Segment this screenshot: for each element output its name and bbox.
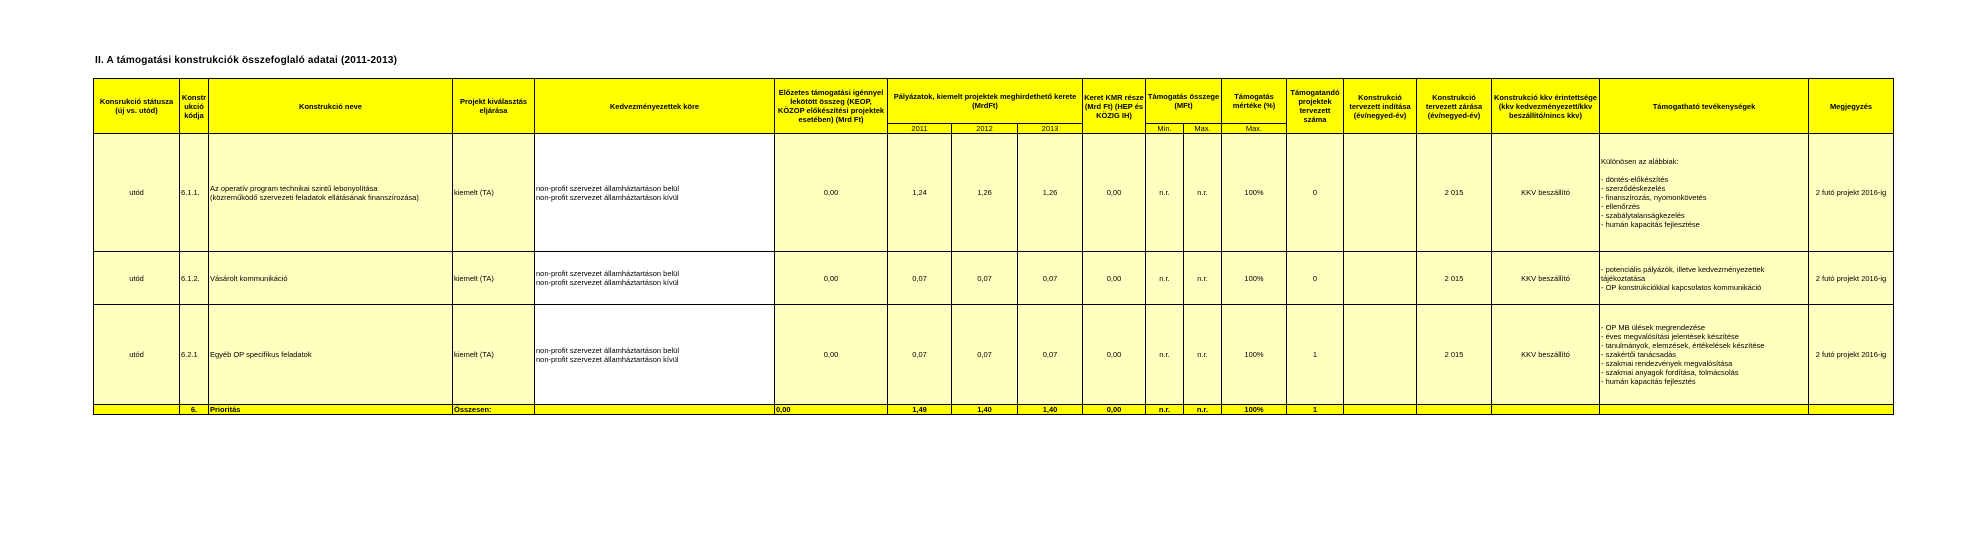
row-2-closing: 2 015 <box>1417 252 1492 305</box>
row-2-status: utód <box>94 252 180 305</box>
activity-item: - ellenőrzés <box>1601 201 1640 211</box>
row-3-prior: 0,00 <box>775 305 888 405</box>
header-kmr: Keret KMR része (Mrd Ft) (HEP és KÖZIG IH) <box>1083 79 1146 134</box>
page-title: II. A támogatási konstrukciók összefoglaló adatai (2011-2013) <box>95 55 398 66</box>
activity-item: - humán kapacitás fejlesztés <box>1601 377 1696 386</box>
activity-item: - szabálytalanságkezelés <box>1601 210 1685 220</box>
total-launch <box>1344 405 1417 415</box>
row-1-selection: kiemelt (TA) <box>453 134 535 252</box>
row-2-min: n.r. <box>1146 252 1184 305</box>
header-amount: Támogatás összege (MFt) <box>1146 79 1222 124</box>
row-2-planned: 0 <box>1287 252 1344 305</box>
construction-summary-table <box>93 78 1894 415</box>
total-planned: 1 <box>1287 405 1344 415</box>
row-1-beneficiaries <box>535 134 775 252</box>
row-2-2011: 0,07 <box>888 252 952 305</box>
row-2-2012: 0,07 <box>952 252 1018 305</box>
header-notes: Megjegyzés <box>1809 79 1894 134</box>
row-3-sme: KKV beszállító <box>1492 305 1600 405</box>
row-3-activities <box>1600 305 1809 405</box>
row-1-closing: 2 015 <box>1417 134 1492 252</box>
row-3-2012: 0,07 <box>952 305 1018 405</box>
header-year-2011: 2011 <box>888 124 952 134</box>
row-1-notes: 2 futó projekt 2016-ig <box>1809 134 1894 252</box>
activity-item: - humán kapacitás fejlesztése <box>1601 219 1700 229</box>
header-status: Konsrukció státusza (új vs. utód) <box>94 79 180 134</box>
row-3-closing: 2 015 <box>1417 305 1492 405</box>
row-3-name: Egyéb OP specifikus feladatok <box>209 305 453 405</box>
row-3-min: n.r. <box>1146 305 1184 405</box>
activity-item: - szakmai anyagok fordítása, tolmácsolás <box>1601 368 1739 377</box>
row-2-kmr: 0,00 <box>1083 252 1146 305</box>
row-1-code: 6.1.1. <box>180 134 209 252</box>
row-1-prior: 0,00 <box>775 134 888 252</box>
activity-item: - tanulmányok, elemzések, értékelések készítése <box>1601 341 1765 350</box>
header-calls: Pályázatok, kiemelt projektek meghirdethető kerete (MrdFt) <box>888 79 1083 124</box>
row-3-kmr: 0,00 <box>1083 305 1146 405</box>
row-3-beneficiary: non-profit szervezet államháztartáson belül <box>536 345 679 355</box>
header-launch: Konstrukció tervezett indítása (év/negyed-év) <box>1344 79 1417 134</box>
row-1-beneficiary: non-profit szervezet államháztartáson kívül <box>536 192 679 202</box>
row-1-activities <box>1600 134 1809 252</box>
row-1-sme: KKV beszállító <box>1492 134 1600 252</box>
total-notes <box>1809 405 1894 415</box>
header-year-2012: 2012 <box>952 124 1018 134</box>
total-activities <box>1600 405 1809 415</box>
row-1-beneficiary: non-profit szervezet államháztartáson belül <box>536 183 679 193</box>
row-1-2011: 1,24 <box>888 134 952 252</box>
row-3-code: 6.2.1 <box>180 305 209 405</box>
activity-item <box>1601 166 1807 175</box>
row-1-name-line: (közreműködő szervezeti feladatok ellátásának finanszírozása) <box>210 192 419 202</box>
row-3-launch <box>1344 305 1417 405</box>
header-selection: Projekt kiválasztás eljárása <box>453 79 535 134</box>
total-code: 6. <box>180 405 209 415</box>
row-1-kmr: 0,00 <box>1083 134 1146 252</box>
activity-item: tájékoztatása <box>1601 273 1646 283</box>
activity-item: - szakmai rendezvények megvalósítása <box>1601 359 1733 368</box>
total-kmr: 0,00 <box>1083 405 1146 415</box>
header-planned-projects: Támogatandó projektek tervezett száma <box>1287 79 1344 134</box>
total-2011: 1,49 <box>888 405 952 415</box>
row-2-beneficiaries <box>535 252 775 305</box>
activity-item: - szerződéskezelés <box>1601 183 1666 193</box>
row-1-max: n.r. <box>1184 134 1222 252</box>
total-priority: Prioritás <box>209 405 453 415</box>
row-2-activities <box>1600 252 1809 305</box>
row-1-rate: 100% <box>1222 134 1287 252</box>
activity-item: - szakértői tanácsadás <box>1601 350 1677 359</box>
row-2-rate: 100% <box>1222 252 1287 305</box>
activity-item: - éves megvalósítási jelentések készítése <box>1601 332 1739 341</box>
row-3-notes: 2 futó projekt 2016-ig <box>1809 305 1894 405</box>
row-1-planned: 0 <box>1287 134 1344 252</box>
row-2-name: Vásárolt kommunikáció <box>209 252 453 305</box>
header-rate-max: Max. <box>1222 124 1287 134</box>
row-2-max: n.r. <box>1184 252 1222 305</box>
row-3-max: n.r. <box>1184 305 1222 405</box>
total-rate: 100% <box>1222 405 1287 415</box>
total-closing <box>1417 405 1492 415</box>
header-code: Konstr ukció kódja <box>180 79 209 134</box>
row-3-selection: kiemelt (TA) <box>453 305 535 405</box>
total-label: Összesen: <box>453 405 535 415</box>
header-year-2013: 2013 <box>1018 124 1083 134</box>
row-3-2013: 0,07 <box>1018 305 1083 405</box>
row-3-beneficiary: non-profit szervezet államháztartáson kívül <box>536 354 679 364</box>
row-3-beneficiaries <box>535 305 775 405</box>
row-3-rate: 100% <box>1222 305 1287 405</box>
total-2013: 1,40 <box>1018 405 1083 415</box>
header-max: Max. <box>1184 124 1222 134</box>
row-1-min: n.r. <box>1146 134 1184 252</box>
activity-item: - OP konstrukciókkal kapcsolatos kommunikáció <box>1601 282 1762 292</box>
row-2-notes: 2 futó projekt 2016-ig <box>1809 252 1894 305</box>
activity-item: - OP MB ülések megrendezése <box>1601 323 1706 332</box>
activity-item: Különösen az alábbiak: <box>1601 156 1679 166</box>
header-beneficiaries: Kedvezményezettek köre <box>535 79 775 134</box>
header-closing: Konstrukció tervezett zárása (év/negyed-év) <box>1417 79 1492 134</box>
row-1-2013: 1,26 <box>1018 134 1083 252</box>
header-min: Min. <box>1146 124 1184 134</box>
row-2-selection: kiemelt (TA) <box>453 252 535 305</box>
total-status <box>94 405 180 415</box>
row-2-beneficiary: non-profit szervezet államháztartáson kívül <box>536 278 679 287</box>
activity-item: - finanszírozás, nyomonkövetés <box>1601 192 1707 202</box>
row-2-sme: KKV beszállító <box>1492 252 1600 305</box>
total-min: n.r. <box>1146 405 1184 415</box>
row-1-name-line: Az operatív program technikai szintű lebonyolítása <box>210 183 378 193</box>
header-rate: Támogatás mértéke (%) <box>1222 79 1287 124</box>
row-2-code: 6.1.2. <box>180 252 209 305</box>
row-1-status: utód <box>94 134 180 252</box>
total-prior: 0,00 <box>775 405 888 415</box>
row-1-launch <box>1344 134 1417 252</box>
row-1-2012: 1,26 <box>952 134 1018 252</box>
row-2-prior: 0,00 <box>775 252 888 305</box>
row-3-planned: 1 <box>1287 305 1344 405</box>
total-max: n.r. <box>1184 405 1222 415</box>
total-beneficiaries <box>535 405 775 415</box>
total-sme <box>1492 405 1600 415</box>
row-1-name <box>209 134 453 252</box>
row-2-beneficiary: non-profit szervezet államháztartáson belül <box>536 269 679 278</box>
activity-item: - döntés-előkészítés <box>1601 174 1669 184</box>
header-name: Konstrukció neve <box>209 79 453 134</box>
activity-item: - potenciális pályázók, illetve kedvezményezettek <box>1601 264 1765 274</box>
row-2-launch <box>1344 252 1417 305</box>
row-3-status: utód <box>94 305 180 405</box>
header-prior-commitment: Előzetes támogatási igénnyel lekötött összeg (KEOP, KÖZOP előkészítési projektek esetében) (Mrd Ft) <box>775 79 888 134</box>
row-3-2011: 0,07 <box>888 305 952 405</box>
row-2-2013: 0,07 <box>1018 252 1083 305</box>
total-2012: 1,40 <box>952 405 1018 415</box>
header-sme: Konstrukció kkv érintettsége (kkv kedvezményezett/kkv beszállító/nincs kkv) <box>1492 79 1600 134</box>
header-activities: Támogatható tevékenységek <box>1600 79 1809 134</box>
